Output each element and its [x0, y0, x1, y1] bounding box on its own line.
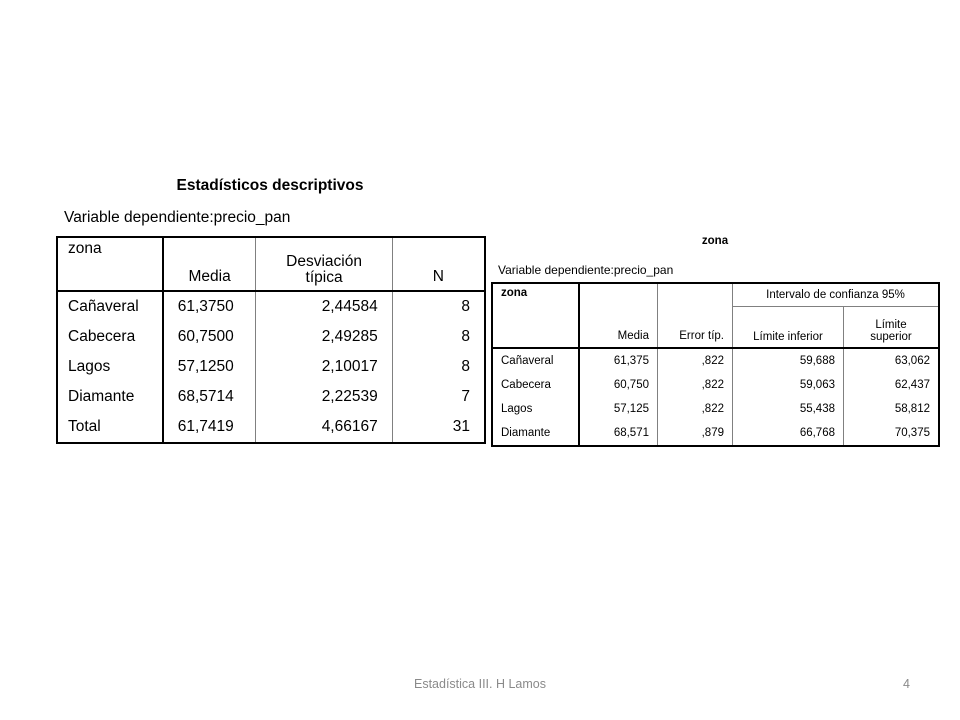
- desc-stats-header-media: Media: [163, 237, 256, 291]
- cell-desv: 2,10017: [256, 352, 392, 382]
- cell-desv: 2,44584: [256, 291, 392, 322]
- cell-n: 8: [392, 322, 485, 352]
- table-row: [57, 412, 485, 443]
- cell-lower: 55,438: [733, 397, 844, 421]
- cell-desv: 2,22539: [256, 382, 392, 412]
- cell-upper: 58,812: [844, 397, 940, 421]
- footer-text: Estadística III. H Lamos: [414, 677, 546, 691]
- cell-media: 61,3750: [163, 291, 256, 322]
- row-label: Cañaveral: [492, 348, 579, 373]
- zona-table-header-upper-line2: superior: [870, 331, 912, 343]
- cell-error: ,822: [658, 348, 733, 373]
- cell-desv: 4,66167: [256, 412, 392, 443]
- desc-stats-title: Estadísticos descriptivos: [176, 177, 364, 194]
- table-row: [492, 348, 939, 373]
- zona-table-header-media: Media: [579, 283, 658, 348]
- row-label: Cabecera: [492, 373, 579, 397]
- cell-media: 60,7500: [163, 322, 256, 352]
- row-label: Diamante: [57, 382, 163, 412]
- zona-table-header-upper-line1: Límite: [875, 319, 907, 331]
- zona-table-header-zona: zona: [492, 283, 579, 348]
- desc-stats-table: [56, 236, 486, 444]
- cell-upper: 62,437: [844, 373, 940, 397]
- zona-table-header-ci: Intervalo de confianza 95%: [733, 283, 940, 307]
- cell-error: ,822: [658, 373, 733, 397]
- cell-n: 7: [392, 382, 485, 412]
- table-row: [57, 382, 485, 412]
- cell-n: 8: [392, 352, 485, 382]
- desc-stats-header-desv-line2: típica: [305, 269, 343, 286]
- cell-media: 68,5714: [163, 382, 256, 412]
- page-number: 4: [903, 677, 910, 691]
- cell-n: 31: [392, 412, 485, 443]
- cell-error: ,879: [658, 421, 733, 446]
- zona-table: [491, 282, 940, 447]
- zona-table-title: zona: [701, 235, 729, 247]
- cell-media: 60,750: [579, 373, 658, 397]
- desc-stats-header-row: [57, 237, 485, 291]
- cell-desv: 2,49285: [256, 322, 392, 352]
- table-row: [57, 291, 485, 322]
- table-row: [492, 397, 939, 421]
- zona-table-header-lower: Límite inferior: [733, 307, 844, 349]
- table-row: [492, 373, 939, 397]
- desc-stats-header-n: N: [392, 237, 485, 291]
- row-label: Cañaveral: [57, 291, 163, 322]
- zona-table-subtitle: Variable dependiente:precio_pan: [498, 263, 674, 277]
- cell-media: 61,375: [579, 348, 658, 373]
- cell-lower: 66,768: [733, 421, 844, 446]
- desc-stats-subtitle: Variable dependiente:precio_pan: [64, 209, 291, 226]
- row-label: Total: [57, 412, 163, 443]
- desc-stats-header-desv-line1: Desviación: [286, 253, 362, 270]
- row-label: Lagos: [57, 352, 163, 382]
- row-label: Diamante: [492, 421, 579, 446]
- cell-media: 57,1250: [163, 352, 256, 382]
- cell-n: 8: [392, 291, 485, 322]
- zona-table-header-upper: [844, 307, 940, 349]
- desc-stats-header-zona: zona: [57, 237, 163, 291]
- cell-upper: 63,062: [844, 348, 940, 373]
- cell-error: ,822: [658, 397, 733, 421]
- cell-media: 68,571: [579, 421, 658, 446]
- table-row: [57, 322, 485, 352]
- zona-table-header-error: Error típ.: [658, 283, 733, 348]
- cell-media: 57,125: [579, 397, 658, 421]
- table-row: [492, 421, 939, 446]
- desc-stats-header-desv: [256, 237, 392, 291]
- cell-lower: 59,688: [733, 348, 844, 373]
- cell-upper: 70,375: [844, 421, 940, 446]
- cell-media: 61,7419: [163, 412, 256, 443]
- table-row: [57, 352, 485, 382]
- cell-lower: 59,063: [733, 373, 844, 397]
- zona-table-header-row-1: [492, 283, 939, 307]
- row-label: Cabecera: [57, 322, 163, 352]
- row-label: Lagos: [492, 397, 579, 421]
